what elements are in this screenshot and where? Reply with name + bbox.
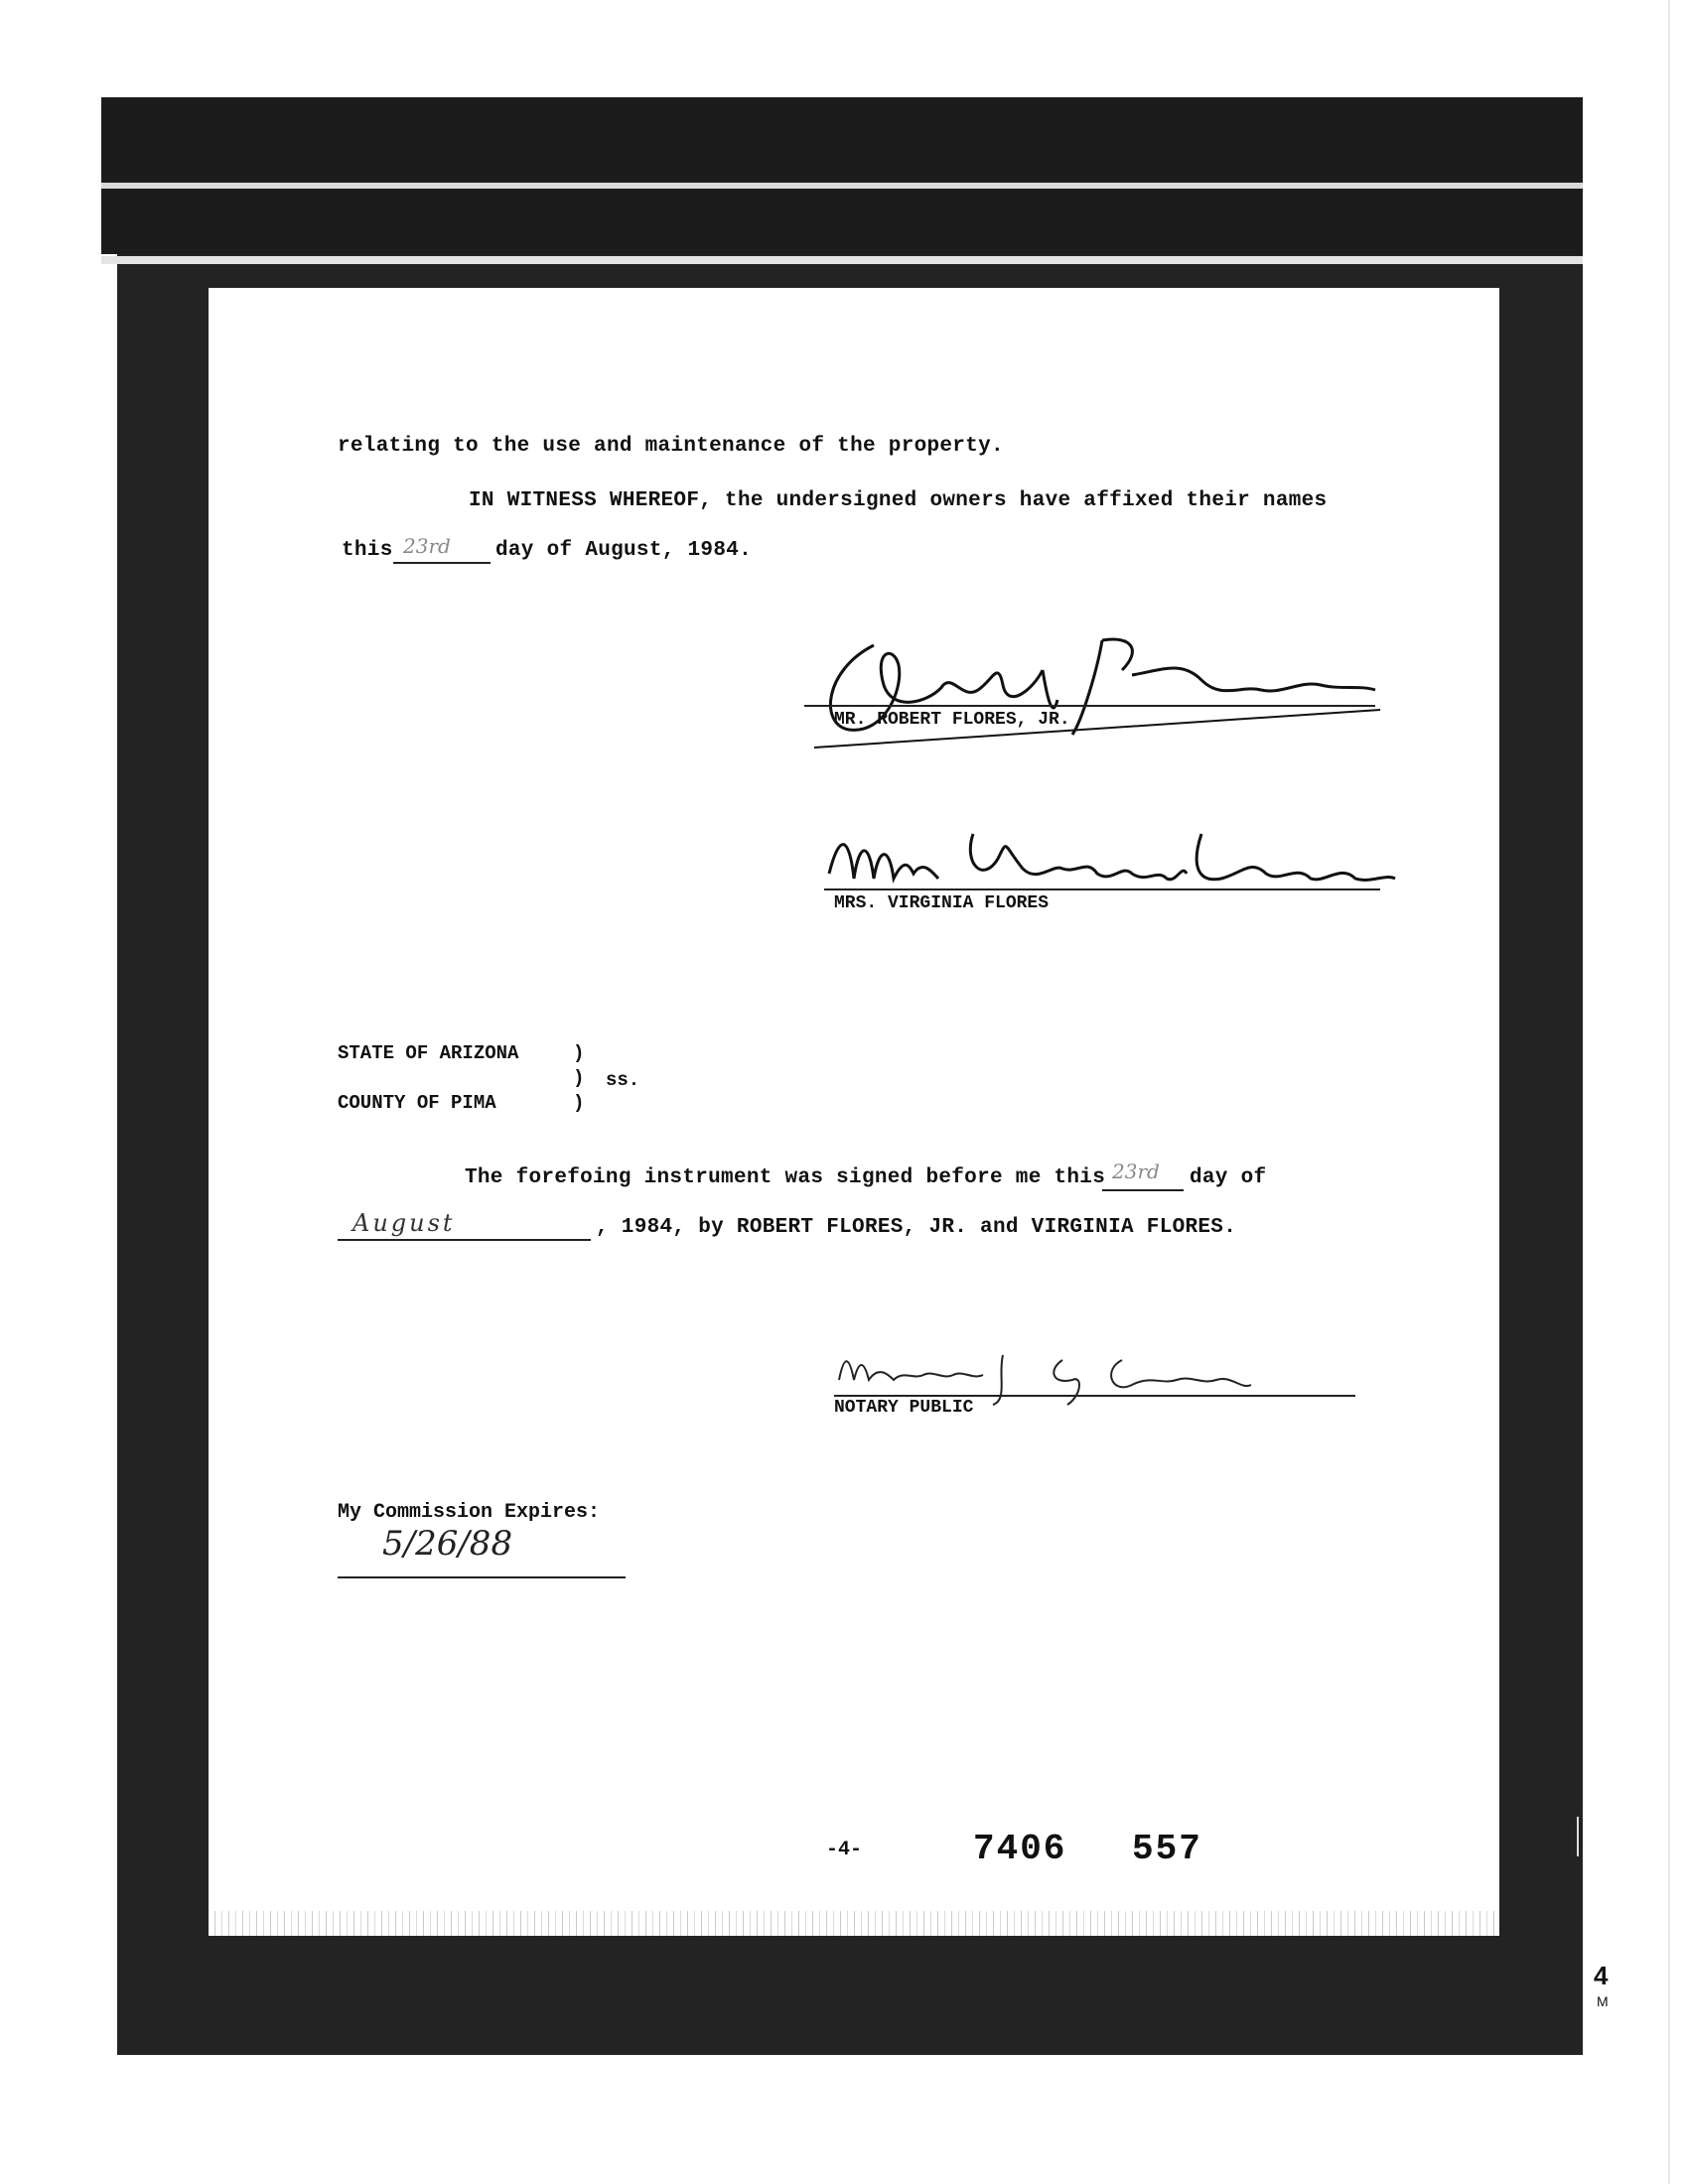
scan-right-edge (1668, 0, 1670, 2184)
acknowledgment-line-1-suffix: day of (1190, 1166, 1267, 1189)
date-line-prefix: this (342, 539, 393, 562)
opening-line: relating to the use and maintenance of the property. (338, 435, 1004, 458)
document-page (209, 288, 1499, 1936)
edge-page-number: 4 (1594, 1961, 1609, 1990)
venue-paren-3: ) (573, 1092, 585, 1114)
ack-day-blank (1102, 1189, 1184, 1191)
witness-line: IN WITNESS WHEREOF, the undersigned owners have affixed their names (469, 489, 1328, 512)
page-number: 557 (1132, 1829, 1202, 1869)
notary-label: NOTARY PUBLIC (834, 1398, 974, 1418)
venue-ss: ss. (606, 1069, 640, 1091)
signature-virginia-flores (824, 824, 1400, 893)
scan-top-band (101, 97, 1583, 254)
venue-paren-1: ) (573, 1042, 585, 1064)
signature-line-1 (804, 705, 1375, 707)
ack-month-handwritten: August (352, 1209, 456, 1237)
printed-name-2: MRS. VIRGINIA FLORES (834, 893, 1050, 913)
ack-day-handwritten: 23rd (1112, 1160, 1160, 1183)
scan-band-line (101, 183, 1583, 189)
printed-name-1: MR. ROBERT FLORES, JR. (834, 710, 1070, 730)
commission-label: My Commission Expires: (338, 1501, 601, 1524)
date-blank (393, 562, 491, 564)
notary-signature-line (834, 1395, 1355, 1397)
docket-number: 7406 (973, 1829, 1067, 1869)
acknowledgment-line-1: The forefoing instrument was signed before me this (465, 1166, 1106, 1189)
signature-robert-flores (804, 630, 1380, 750)
commission-line (338, 1576, 626, 1578)
page-marker: -4- (826, 1839, 863, 1861)
ack-month-blank (338, 1239, 591, 1241)
venue-county: COUNTY OF PIMA (338, 1092, 496, 1114)
date-handwritten: 23rd (403, 534, 451, 558)
edge-letter: M (1597, 1993, 1609, 2009)
signature-line-2 (824, 888, 1380, 890)
acknowledgment-line-2: , 1984, by ROBERT FLORES, JR. and VIRGINIA FLORES. (596, 1216, 1237, 1239)
scan-noise-strip (209, 1911, 1499, 1936)
venue-paren-2: ) (573, 1067, 585, 1089)
scan-band-line-lower (101, 256, 1583, 264)
venue-state: STATE OF ARIZONA (338, 1042, 519, 1064)
scan-edge-mark (1577, 1817, 1589, 1856)
date-line-suffix: day of August, 1984. (495, 539, 753, 562)
commission-date-handwritten: 5/26/88 (382, 1524, 513, 1564)
